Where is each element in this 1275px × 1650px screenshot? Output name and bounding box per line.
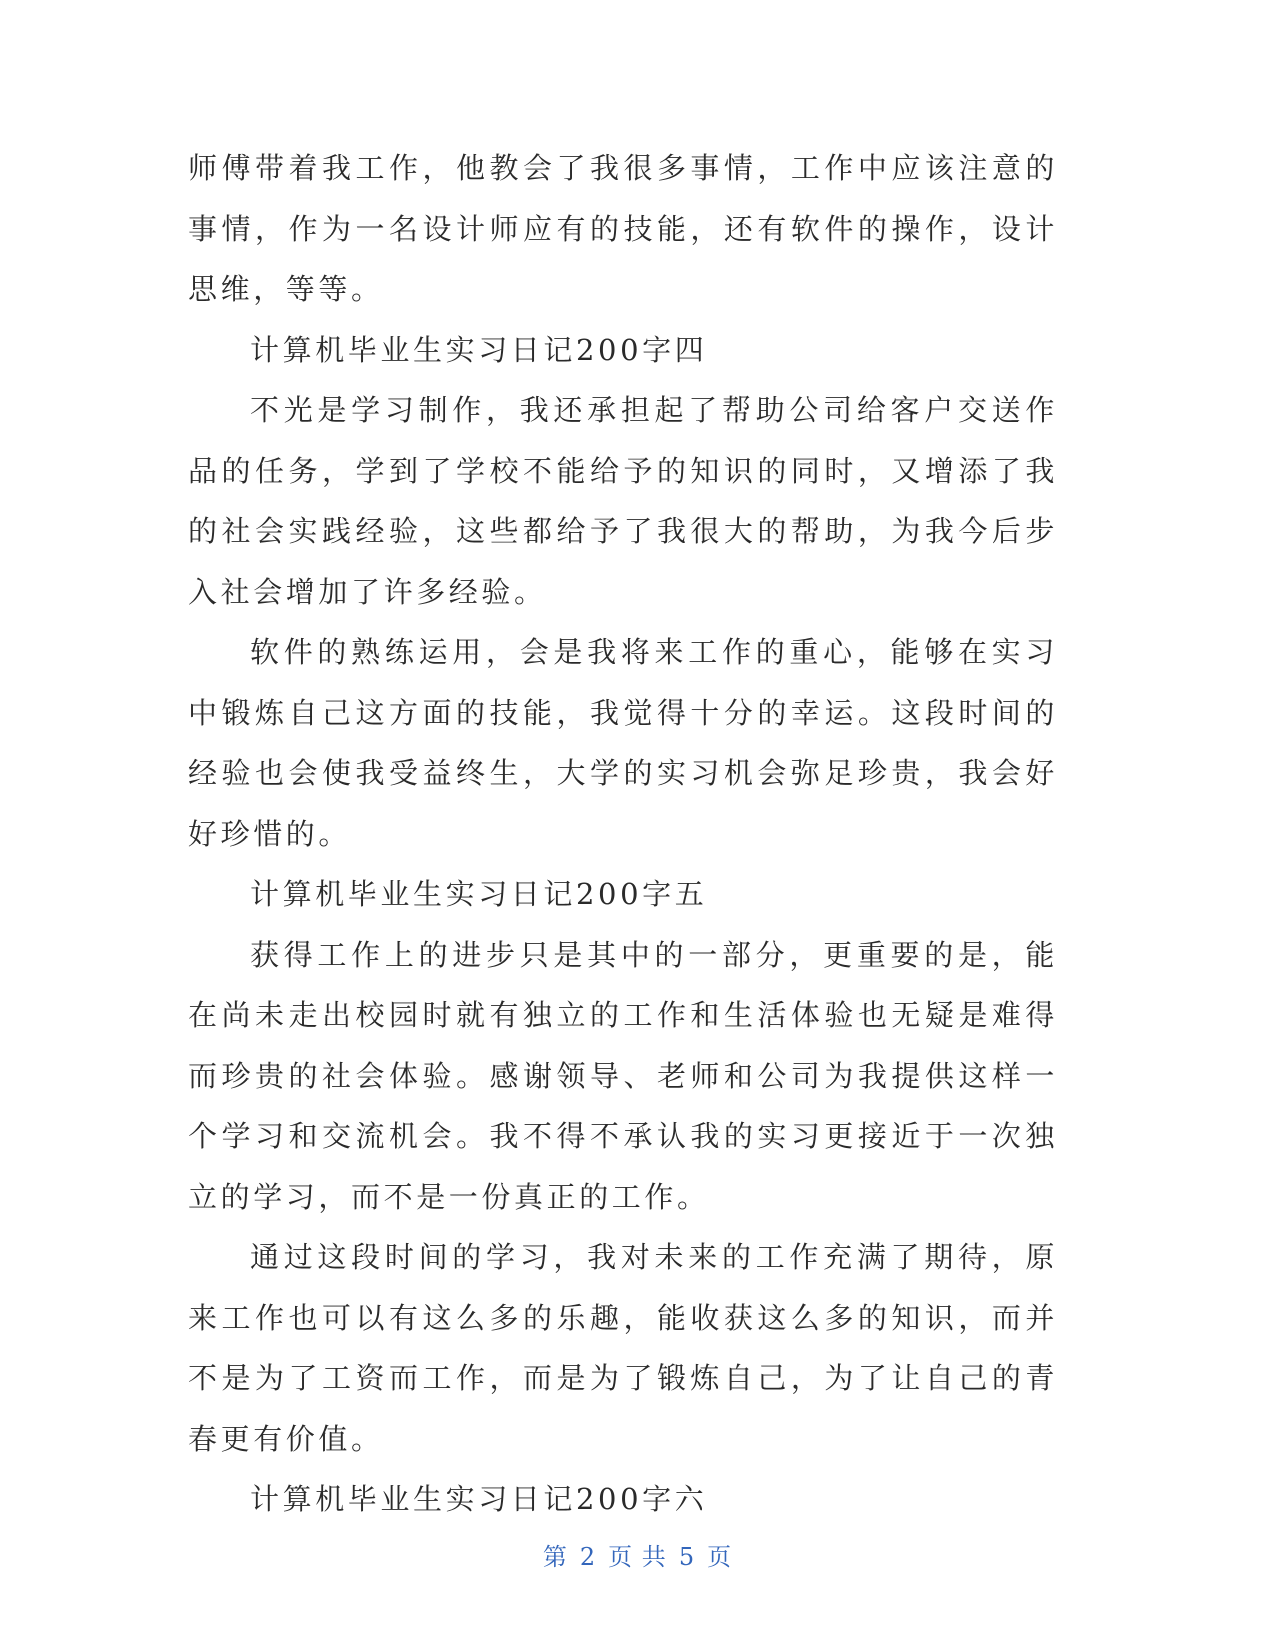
total-pages: 5 xyxy=(678,1543,696,1571)
section-heading-4: 计算机毕业生实习日记200字四 xyxy=(250,332,708,367)
footer-prefix: 第 xyxy=(542,1543,568,1571)
paragraph: 获得工作上的进步只是其中的一部分，更重要的是，能在尚未走出校园时就有独立的工作和生活体验也无疑是难得而珍贵的社会体验。感谢领导、老师和公司为我提供这样一个学习和交流机会。我不得不承认我的实习更接近于一次独立的学习，而不是一份真正的工作。 xyxy=(188,937,1058,1214)
section-heading-6: 计算机毕业生实习日记200字六 xyxy=(250,1482,708,1516)
paragraph: 软件的熟练运用，会是我将来工作的重心，能够在实习中锻炼自己这方面的技能，我觉得十分的幸运。这段时间的经验也会使我受益终生，大学的实习机会弥足珍贵，我会好好珍惜的。 xyxy=(188,635,1058,851)
page-number: 2 xyxy=(579,1543,597,1571)
paragraph-continuation: 师傅带着我工作，他教会了我很多事情，工作中应该注意的事情，作为一名设计师应有的技能，还有软件的操作，设计思维，等等。 xyxy=(188,151,1058,306)
paragraph: 不光是学习制作，我还承担起了帮助公司给客户交送作品的任务，学到了学校不能给予的知识的同时，又增添了我的社会实践经验，这些都给予了我很大的帮助，为我今后步入社会增加了许多经验。 xyxy=(188,393,1058,609)
paragraph: 通过这段时间的学习，我对未来的工作充满了期待，原来工作也可以有这么多的乐趣，能收获这么多的知识，而并不是为了工资而工作，而是为了锻炼自己，为了让自己的青春更有价值。 xyxy=(188,1240,1058,1456)
document-body xyxy=(188,138,1058,1530)
section-heading-5: 计算机毕业生实习日记200字五 xyxy=(250,877,708,911)
page-footer xyxy=(0,1537,1275,1572)
footer-middle: 页 共 xyxy=(608,1543,667,1571)
footer-suffix: 页 xyxy=(707,1543,733,1571)
